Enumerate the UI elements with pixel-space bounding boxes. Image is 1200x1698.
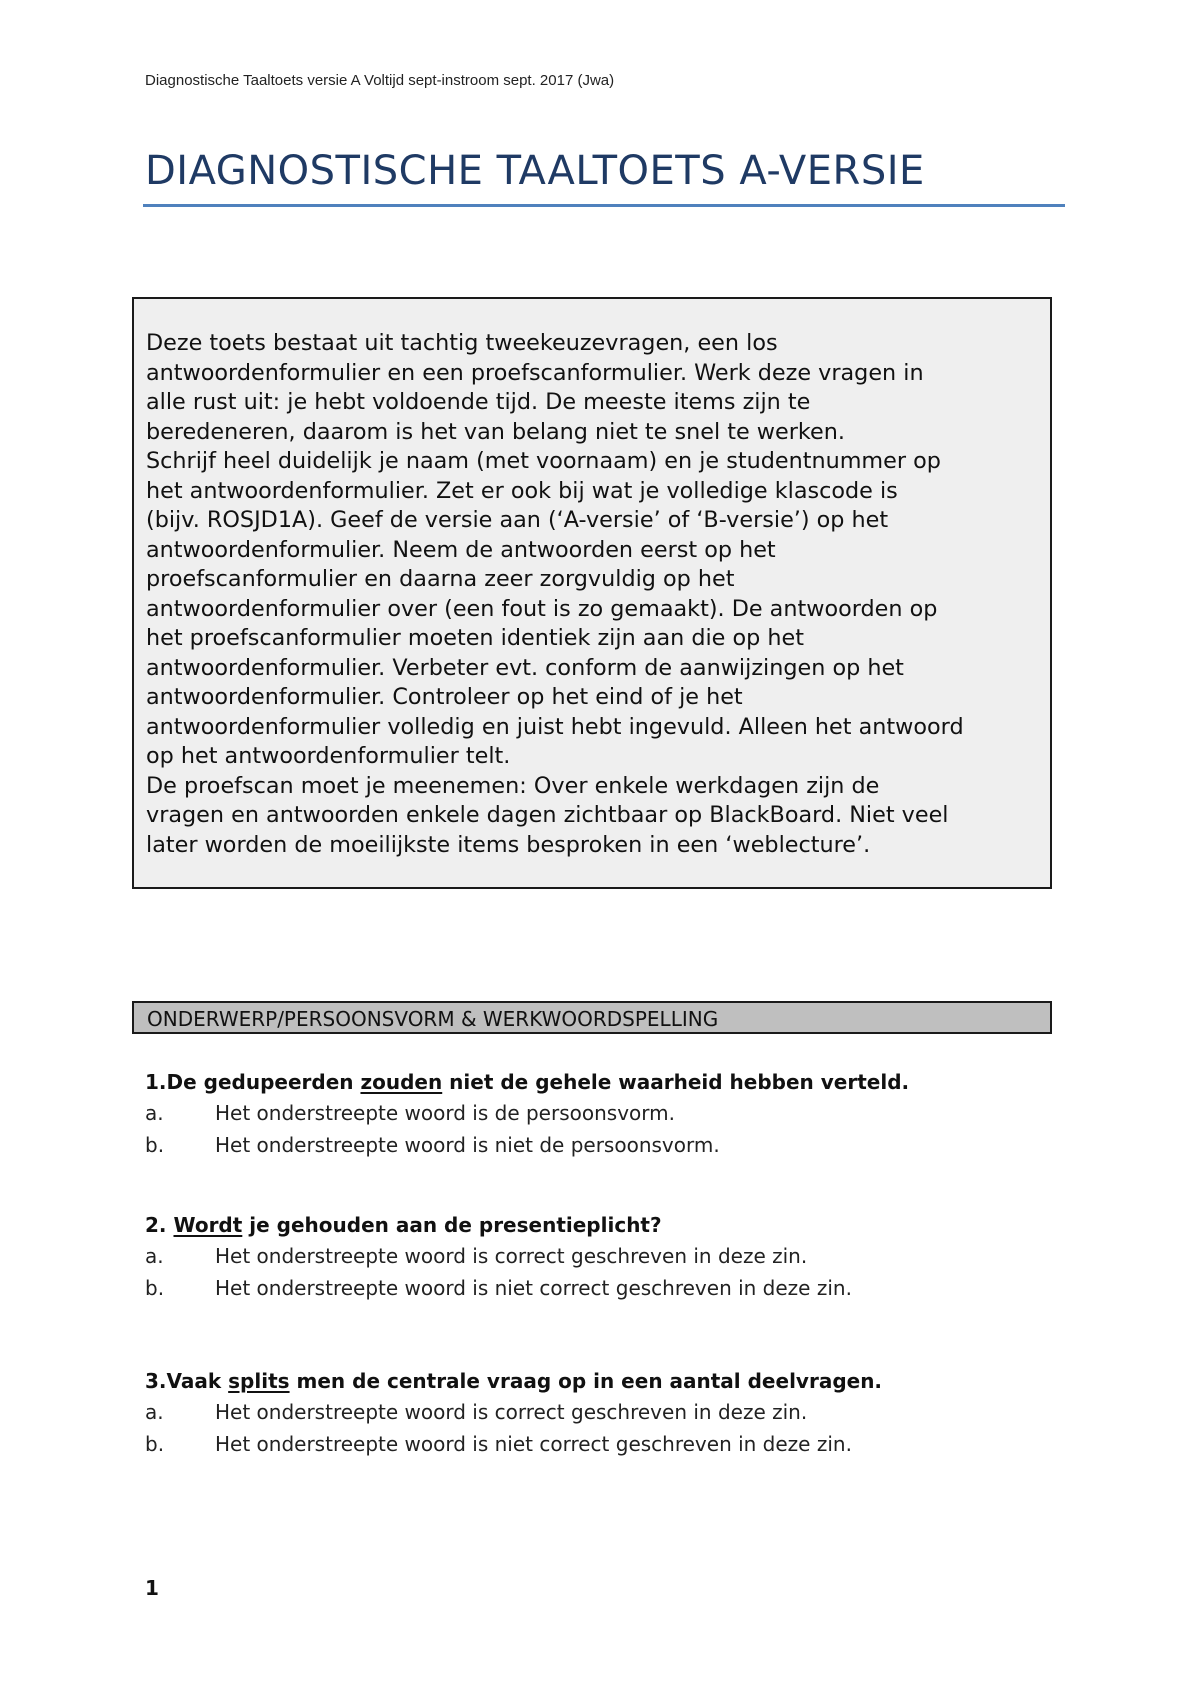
instruction-line: vragen en antwoorden enkele dagen zichtbaar op BlackBoard. Niet veel bbox=[146, 802, 949, 828]
option-text: Het onderstreepte woord is de persoonsvorm. bbox=[215, 1101, 675, 1125]
instruction-line: antwoordenformulier. Verbeter evt. conform de aanwijzingen op het bbox=[146, 654, 904, 681]
stem-text: je gehouden aan de presentieplicht? bbox=[242, 1213, 662, 1237]
option-label: a. bbox=[145, 1244, 164, 1268]
answer-option-b bbox=[145, 1129, 1065, 1161]
instruction-line: Schrijf heel duidelijk je naam (met voornaam) en je studentnummer op bbox=[146, 448, 941, 474]
underlined-word: zouden bbox=[360, 1070, 443, 1094]
instruction-line: beredeneren, daarom is het van belang niet te snel te werken. bbox=[146, 418, 845, 445]
stem-text: 1.De gedupeerden bbox=[145, 1070, 361, 1094]
page-number: 1 bbox=[145, 1576, 159, 1600]
instruction-line: het proefscanformulier moeten identiek zijn aan die op het bbox=[146, 625, 804, 651]
answer-option-b bbox=[145, 1428, 1065, 1460]
answer-option-b bbox=[145, 1272, 1065, 1304]
question-1 bbox=[145, 1067, 1065, 1161]
underlined-word: splits bbox=[228, 1369, 290, 1393]
option-label: b. bbox=[145, 1276, 165, 1300]
instruction-line: Deze toets bestaat uit tachtig tweekeuzevragen, een los bbox=[146, 330, 778, 356]
question-stem bbox=[145, 1366, 1065, 1396]
option-label: a. bbox=[145, 1101, 164, 1125]
section-heading-bar bbox=[132, 1001, 1052, 1034]
page-title: DIAGNOSTISCHE TAALTOETS A-VERSIE bbox=[145, 148, 925, 194]
option-label: b. bbox=[145, 1133, 165, 1157]
option-text: Het onderstreepte woord is niet correct geschreven in deze zin. bbox=[215, 1432, 852, 1456]
answer-option-a bbox=[145, 1396, 1065, 1428]
instruction-text bbox=[146, 329, 1046, 860]
option-label: a. bbox=[145, 1400, 164, 1424]
instruction-line: later worden de moeilijkste items besproken in een ‘weblecture’. bbox=[146, 831, 871, 858]
question-stem bbox=[145, 1210, 1065, 1240]
instruction-line: antwoordenformulier. Neem de antwoorden eerst op het bbox=[146, 536, 776, 563]
option-label: b. bbox=[145, 1432, 165, 1456]
instruction-line: (bijv. ROSJD1A). Geef de versie aan (‘A-versie’ of ‘B-versie’) op het bbox=[146, 507, 889, 533]
question-2 bbox=[145, 1210, 1065, 1304]
instruction-line: antwoordenformulier volledig en juist hebt ingevuld. Alleen het antwoord bbox=[146, 713, 964, 740]
instruction-box bbox=[132, 297, 1052, 889]
question-3 bbox=[145, 1366, 1065, 1460]
option-text: Het onderstreepte woord is correct geschreven in deze zin. bbox=[215, 1400, 808, 1424]
instruction-line: op het antwoordenformulier telt. bbox=[146, 743, 511, 769]
section-heading: ONDERWERP/PERSOONSVORM & WERKWOORDSPELLING bbox=[147, 1007, 719, 1031]
instruction-line: antwoordenformulier over (een fout is zo gemaakt). De antwoorden op bbox=[146, 595, 938, 622]
underlined-word: Wordt bbox=[173, 1213, 243, 1237]
instruction-line: antwoordenformulier en een proefscanformulier. Werk deze vragen in bbox=[146, 359, 924, 386]
instruction-line: antwoordenformulier. Controleer op het eind of je het bbox=[146, 684, 743, 710]
answer-option-a bbox=[145, 1240, 1065, 1272]
stem-text: 3.Vaak bbox=[145, 1369, 229, 1393]
option-text: Het onderstreepte woord is niet correct geschreven in deze zin. bbox=[215, 1276, 852, 1300]
instruction-line: proefscanformulier en daarna zeer zorgvuldig op het bbox=[146, 566, 735, 592]
running-header: Diagnostische Taaltoets versie A Voltijd sept-instroom sept. 2017 (Jwa) bbox=[145, 72, 615, 89]
answer-option-a bbox=[145, 1097, 1065, 1129]
stem-text: men de centrale vraag op in een aantal deelvragen. bbox=[289, 1369, 883, 1393]
instruction-line: het antwoordenformulier. Zet er ook bij wat je volledige klascode is bbox=[146, 477, 898, 504]
option-text: Het onderstreepte woord is niet de persoonsvorm. bbox=[215, 1133, 720, 1157]
stem-text: niet de gehele waarheid hebben verteld. bbox=[442, 1070, 910, 1094]
stem-text: 2. bbox=[145, 1213, 174, 1237]
instruction-line: De proefscan moet je meenemen: Over enkele werkdagen zijn de bbox=[146, 772, 880, 799]
question-stem bbox=[145, 1067, 1065, 1097]
option-text: Het onderstreepte woord is correct geschreven in deze zin. bbox=[215, 1244, 808, 1268]
title-underline-rule bbox=[143, 204, 1065, 207]
instruction-line: alle rust uit: je hebt voldoende tijd. De meeste items zijn te bbox=[146, 389, 811, 415]
